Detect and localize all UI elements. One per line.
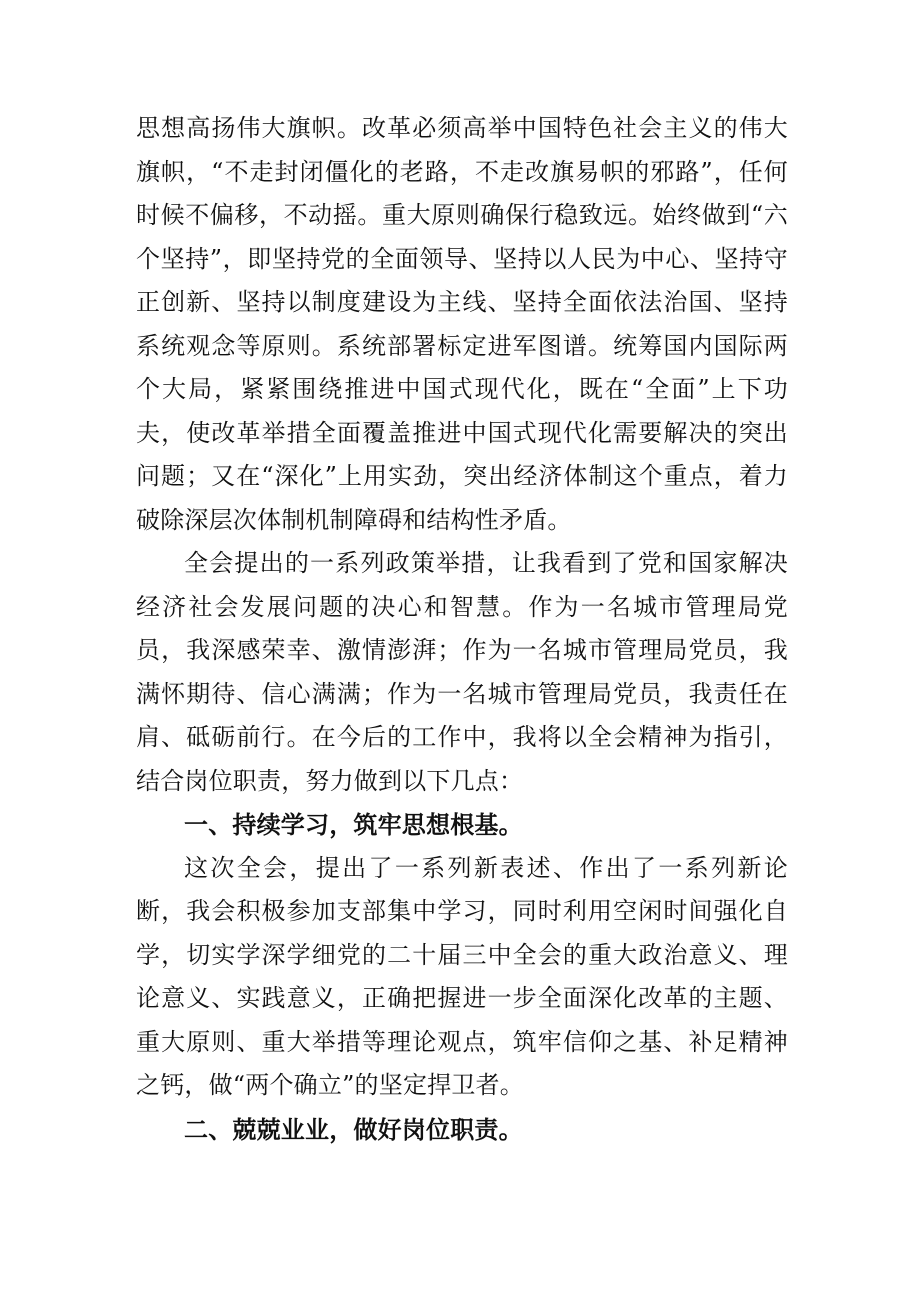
paragraph-plenary-measures: 全会提出的一系列政策举措，让我看到了党和国家解决经济社会发展问题的决心和智慧。作为一名城市管理局党员，我深感荣幸、激情澎湃；作为一名城市管理局党员，我满怀期待、信心满满；作为一名城市管理局党员，我责任在肩、砥砺前行。在今后的工作中，我将以全会精神为指引，结合岗位职责，努力做到以下几点：	[136, 549, 788, 795]
paragraph-reform-principles: 思想高扬伟大旗帜。改革必须高举中国特色社会主义的伟大旗帜，“不走封闭僵化的老路，不走改旗易帜的邪路”，任何时候不偏移，不动摇。重大原则确保行稳致远。始终做到“六个坚持”，即坚持党的全面领导、坚持以人民为中心、坚持守正创新、坚持以制度建设为主线、坚持全面依法治国、坚持系统观念等原则。系统部署标定进军图谱。统筹国内国际两个大局，紧紧围绕推进中国式现代化，既在“全面”上下功夫，使改革举措全面覆盖推进中国式现代化需要解决的突出问题；又在“深化”上用实劲，突出经济体制这个重点，着力破除深层次体制机制障碍和结构性矛盾。	[136, 114, 788, 534]
paragraph-continuous-learning: 这次全会，提出了一系列新表述、作出了一系列新论断，我会积极参加支部集中学习，同时利用空闲时间强化自学，切实学深学细党的二十届三中全会的重大政治意义、理论意义、实践意义，正确把握进一步全面深化改革的主题、重大原则、重大举措等理论观点，筑牢信仰之基、补足精神之钙，做“两个确立”的坚定捍卫者。	[136, 853, 788, 1099]
section-heading-1: 一、持续学习，筑牢思想根基。	[184, 810, 523, 839]
document-body	[136, 107, 788, 1151]
section-heading-2: 二、兢兢业业，做好岗位职责。	[184, 1114, 523, 1144]
